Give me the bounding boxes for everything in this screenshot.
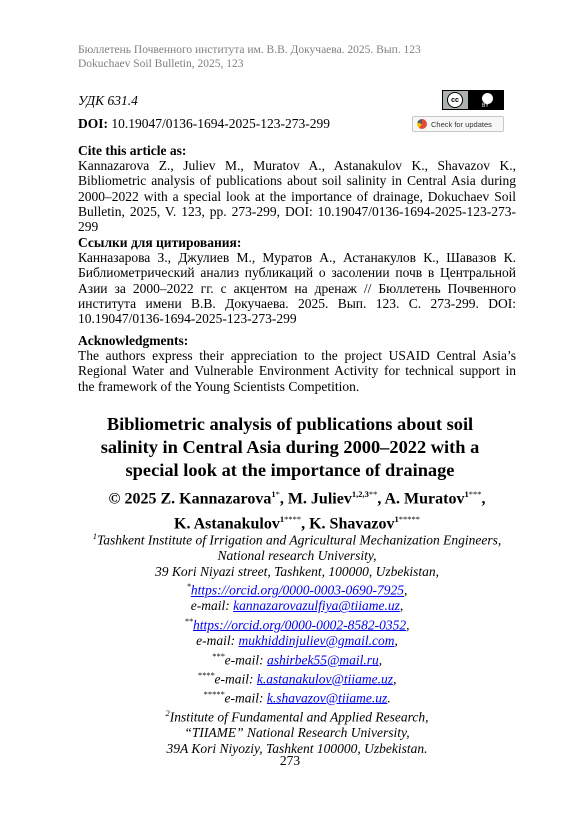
affil-1-line-1 [78, 529, 516, 548]
email-1-line: e-mail: kannazarovazulfiya@tiiame.uz, [190, 598, 404, 614]
by-icon [468, 91, 503, 109]
by-label: BY [482, 103, 489, 109]
email-label: e-mail: [196, 633, 236, 649]
affil-ref: 1 [279, 514, 285, 525]
email-3-line: ***e-mail: ashirbek55@mail.ru, [211, 650, 383, 668]
ack-heading: Acknowledgments: [78, 333, 189, 348]
doi-value[interactable]: 10.19047/0136-1694-2025-123-273-299 [111, 116, 330, 131]
affil-text: Tashkent Institute of Irrigation and Agricultural Mechanization Engineers, [97, 532, 502, 548]
author-mark: * [186, 581, 191, 592]
author-name: K. Astanakulov [174, 515, 280, 533]
author-mark: ***** [203, 688, 225, 699]
affil-1-line-2: National research University, [217, 548, 377, 564]
orcid-link-2[interactable]: https://orcid.org/0000-0002-8582-0352 [193, 617, 407, 633]
acknowledgments-section [78, 333, 516, 394]
orcid-2-line: **https://orcid.org/0000-0002-8582-0352, [184, 615, 410, 633]
page-number: 273 [279, 753, 301, 768]
author-list: © 2025 Z. Kannazarova$^{1*}$, M. Juliev$^{1,2,3**}$, A. Muratov$^{1***}$, K. Astanakulov$^{1****}$, K. Shavazov$^{1*****}$ [108, 489, 486, 533]
email-link-3[interactable]: ashirbek55@mail.ru [266, 652, 379, 668]
affil-ref: 1,2,3 [351, 489, 369, 499]
udk-code: УДК 631.4 [78, 93, 138, 108]
cite-ru-section [78, 235, 516, 326]
affiliations [78, 529, 516, 756]
affil-num: 1 [92, 531, 97, 541]
author-mark: ***** [398, 514, 420, 525]
author-mark: ** [184, 615, 193, 626]
email-link-1[interactable]: kannazarovazulfiya@tiiame.uz [233, 598, 400, 614]
email-link-5[interactable]: k.shavazov@tiiame.uz [266, 690, 388, 706]
author-mark: * [275, 489, 280, 499]
doi-label: DOI: [78, 116, 108, 131]
cite-ru-heading: Ссылки для цитирования: [78, 235, 242, 250]
email-2-line: e-mail: mukhiddinjuliev@gmail.com, [196, 633, 398, 649]
copyright: © 2025 [108, 490, 157, 508]
doi-line [78, 116, 330, 132]
orcid-1-line: *https://orcid.org/0000-0003-0690-7925, [186, 581, 408, 598]
email-label: e-mail: [224, 690, 264, 706]
cite-en-heading: Cite this article as: [78, 143, 187, 158]
author-mark: **** [197, 669, 215, 680]
author-name: Z. Kannazarova [160, 490, 272, 508]
affil-2-line-1 [78, 706, 516, 725]
cite-en-text: Kannazarova Z., Juliev M., Muratov A., Astanakulov K., Shavazov K., Bibliometric analysis of publications about soil salinity in Central Asia during 2000–2022 with a special look at the importance of drainage, Dokuchaev Soil Bulletin, 2025, V. 123, pp. 273-299, DOI: 10.19047/0136-1694-2025-123-273-299 [78, 158, 516, 235]
email-label: e-mail: [190, 598, 230, 614]
cc-icon: cc [447, 92, 463, 108]
author-name: M. Juliev [287, 490, 352, 508]
affil-text: Institute of Fundamental and Applied Research, [169, 709, 429, 725]
orcid-link-1[interactable]: https://orcid.org/0000-0003-0690-7925 [190, 582, 404, 598]
email-label: e-mail: [224, 652, 264, 668]
affil-2-line-3: 39A Kori Niyoziy, Tashkent 100000, Uzbekistan. [166, 740, 428, 756]
header-line-ru: Бюллетень Почвенного института им. В.В. Докучаева. 2025. Вып. 123 [78, 44, 421, 56]
email-5-line: *****e-mail: k.shavazov@tiiame.uz. [203, 688, 391, 706]
check-updates-label: Check for updates [431, 119, 492, 129]
author-mark: *** [468, 489, 482, 499]
author-name: A. Muratov [384, 490, 465, 508]
affil-ref: 1 [271, 489, 276, 499]
email-4-line: ****e-mail: k.astanakulov@tiiame.uz, [197, 669, 397, 687]
email-link-2[interactable]: mukhiddinjuliev@gmail.com [238, 633, 395, 649]
author-mark: ** [368, 489, 378, 499]
check-for-updates-button[interactable] [412, 116, 504, 132]
cc-by-license-badge[interactable] [442, 90, 504, 110]
affil-num: 2 [165, 707, 170, 718]
cite-en-section [78, 143, 516, 234]
affil-1-line-3: 39 Kori Niyazi street, Tashkent, 100000, Uzbekistan, [154, 563, 439, 579]
crossmark-icon [417, 119, 427, 129]
author-mark: **** [284, 514, 302, 525]
ack-text: The authors express their appreciation to the project USAID Central Asia’s Regional Water and Vulnerable Environment Activity for technical support in the framework of the Young Scientists Competition. [78, 348, 516, 394]
email-label: e-mail: [214, 671, 254, 687]
affil-ref: 1 [394, 514, 399, 525]
email-link-4[interactable]: k.astanakulov@tiiame.uz [256, 671, 394, 687]
affil-ref: 1 [464, 489, 469, 499]
author-name: K. Shavazov [309, 515, 395, 533]
cite-ru-text: Канназарова З., Джулиев М., Муратов А., Астанакулов К., Шавазов К. Библиометрический анализ публикаций о засолении почв в Центральной Азии за 2000–2022 гг. с акцентом на дренаж // Бюллетень Почвенного института имени В.В. Докучаева. 2025. Вып. 123. С. 273-299. DOI: 10.19047/0136-1694-2025-123-273-299 [78, 250, 516, 327]
affil-2-line-2: “TIIAME” National Research University, [184, 725, 410, 741]
author-mark: *** [211, 650, 225, 661]
header-line-en: Dokuchaev Soil Bulletin, 2025, 123 [78, 58, 244, 70]
article-title: Bibliometric analysis of publications about soil salinity in Central Asia during 2000–2022 with a special look at the importance of drainage [100, 414, 480, 480]
running-header [78, 43, 421, 71]
